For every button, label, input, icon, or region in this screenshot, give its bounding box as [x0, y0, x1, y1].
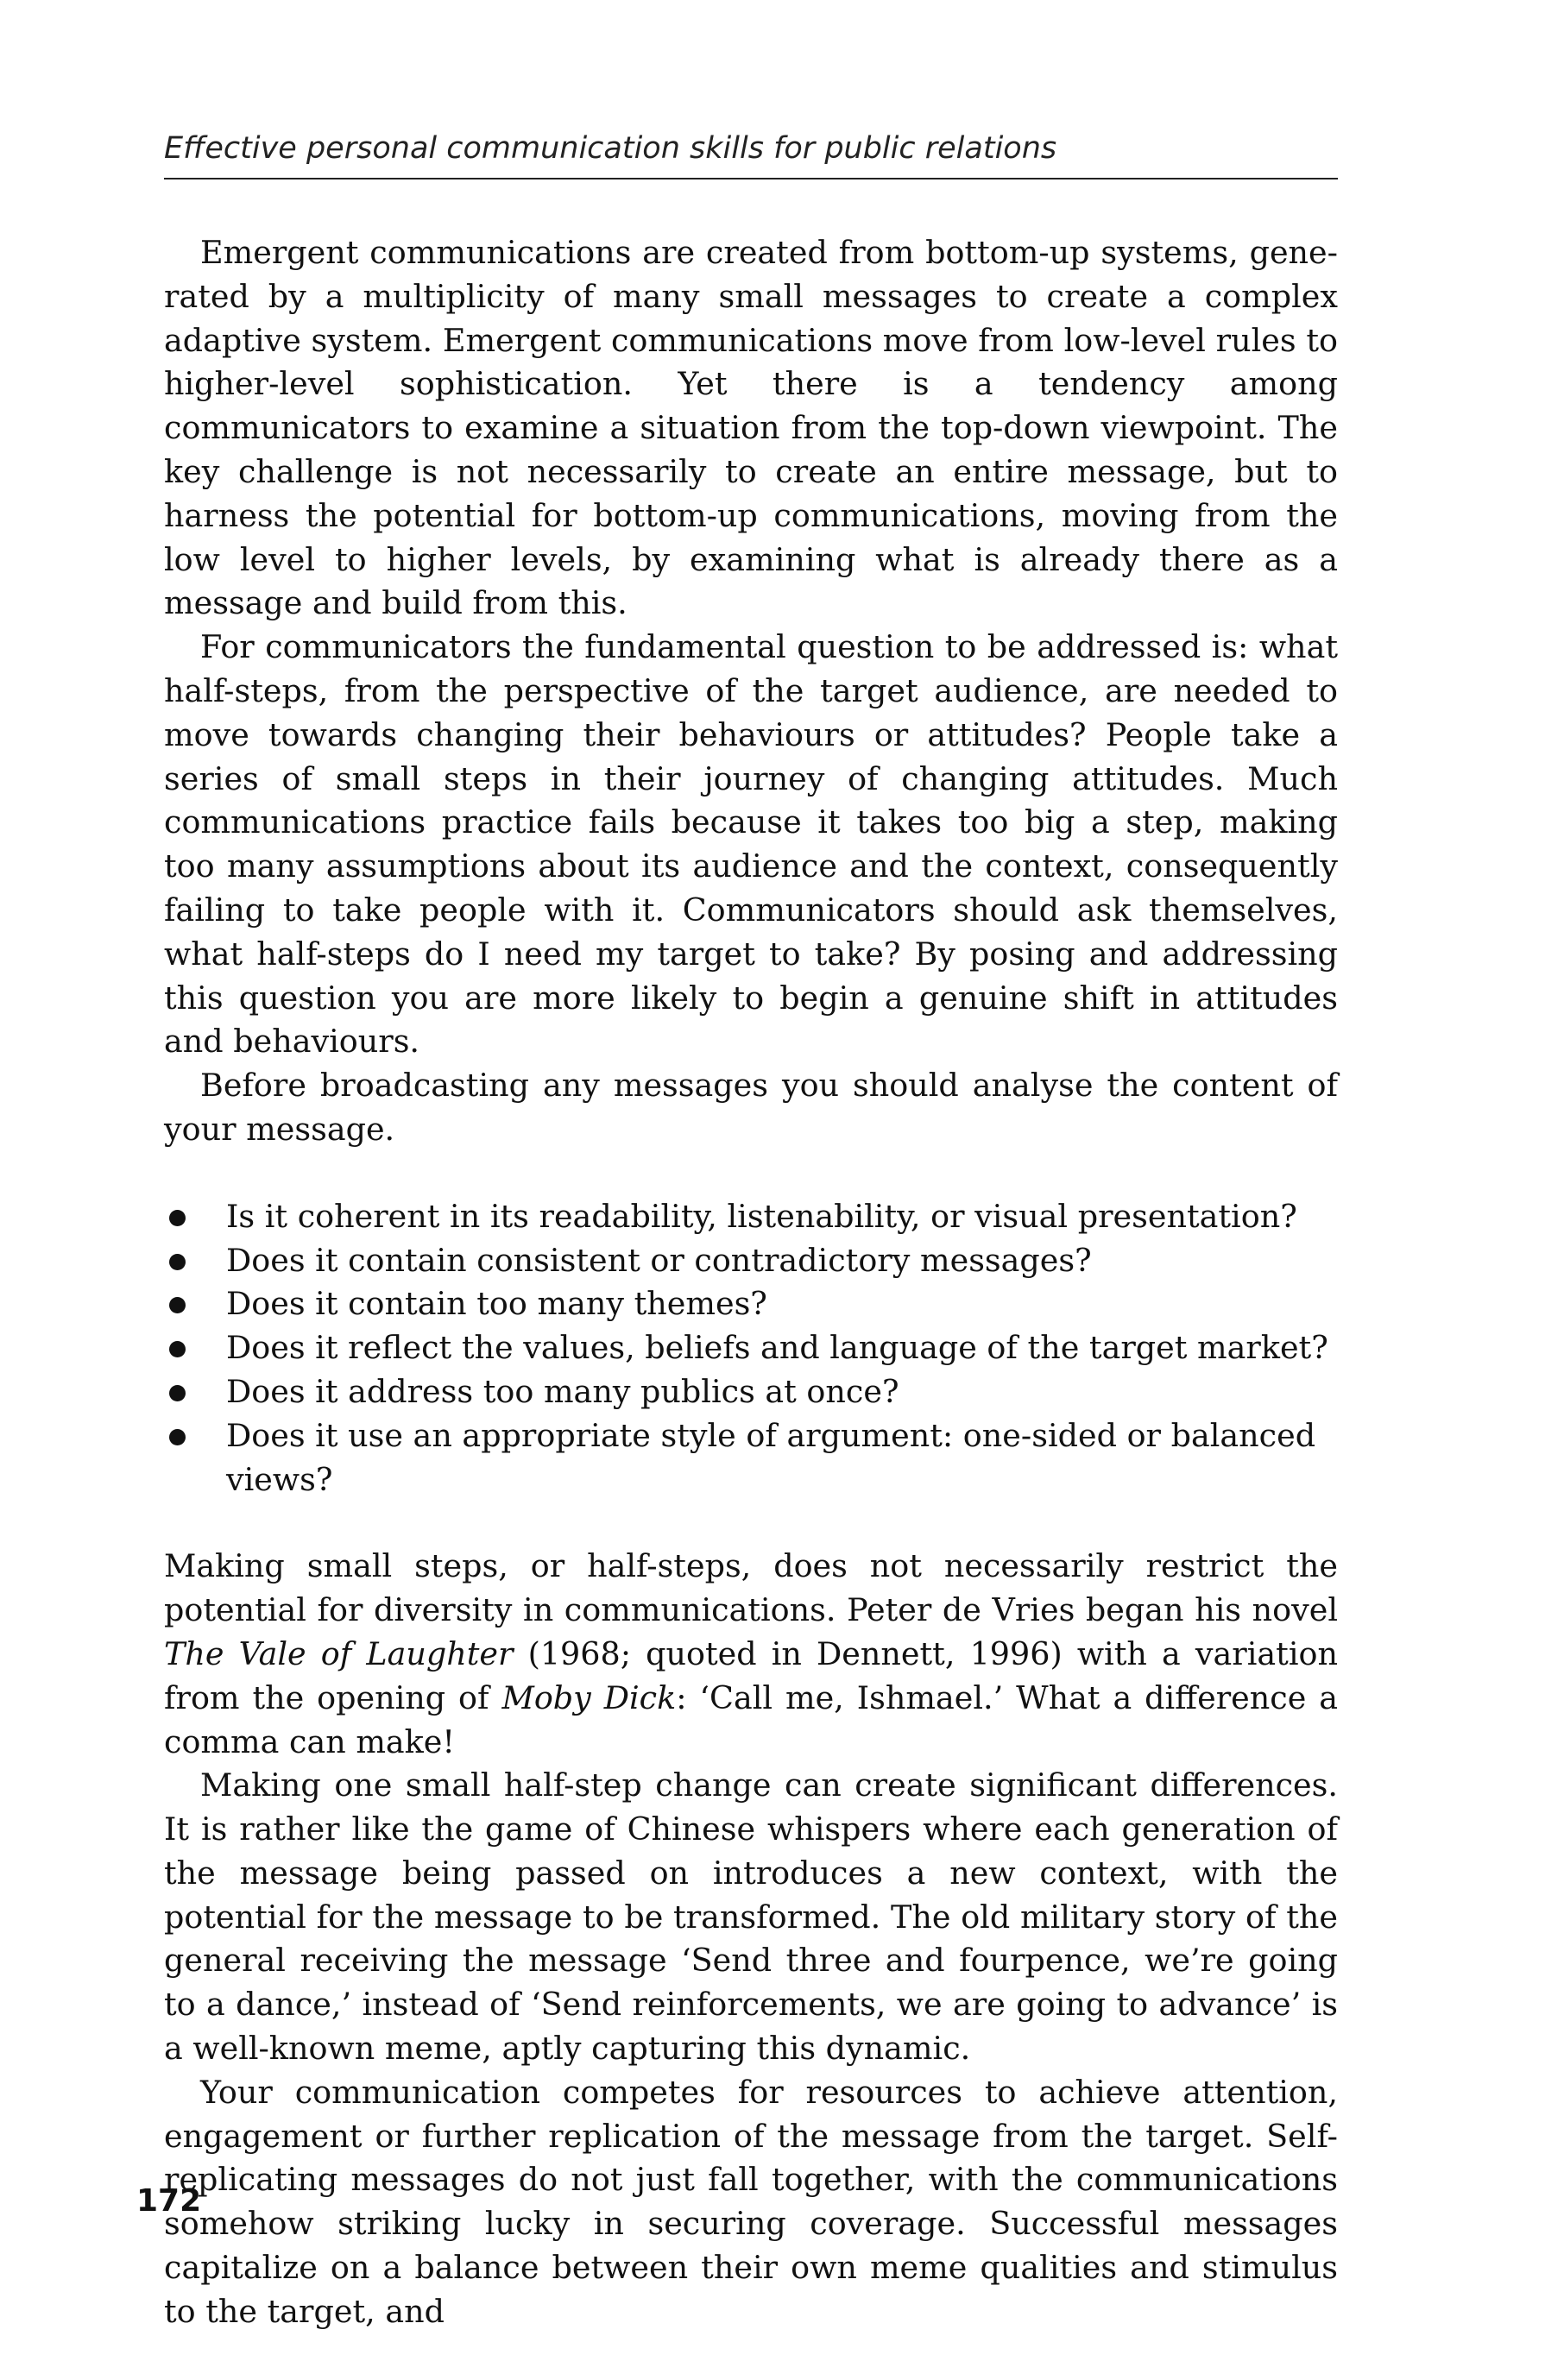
paragraph-text: Making small steps, or half-steps, does not necessarily restrict the potential for diversity in communications. Peter de Vries began his novel — [164, 1547, 1338, 1629]
paragraph-small-steps — [164, 1545, 1338, 1764]
list-item — [164, 1370, 1338, 1414]
paragraph-text: : ‘Call me, Ishmael.’ What a difference a comma can make! — [164, 1678, 1338, 1760]
paragraph-chinese-whispers: Making one small half-step change can create significant differences. It is rather like the game of Chinese whispers where each generation of the message being passed on introduces a new context, with the potential for the message to be transformed. The old military story of the general receiving the message ‘Send three and fourpence, we’re going to a dance,’ instead of ‘Send reinforcements, we are going to advance’ is a well-known meme, aptly capturing this dynamic. — [164, 1766, 1338, 2068]
running-header: Effective personal communication skills for public relations — [164, 129, 1338, 179]
bullet-icon — [169, 1297, 186, 1313]
paragraph-competes-for-resources: Your communication competes for resources to achieve attention, engagement or further replication of the message from the target. Self-replicating messages do not just fall together, with the communications somehow striking lucky in securing coverage. Successful messages capitalize on a balance between their own meme qualities and stimulus to the target, and — [164, 2073, 1338, 2330]
paragraph-text: (1968; quoted in Dennett, 1996) with a variation from the opening of — [164, 1634, 1338, 1716]
body-text — [164, 231, 1338, 2334]
content-checklist — [164, 1195, 1338, 1502]
list-item — [164, 1414, 1338, 1502]
paragraph-before-broadcasting: Before broadcasting any messages you should analyse the content of your message. — [164, 1067, 1338, 1148]
list-item-text: Does it address too many publics at once? — [226, 1372, 899, 1410]
list-item-text: Does it use an appropriate style of argument: one-sided or balanced views? — [226, 1416, 1316, 1498]
paragraph-emergent: Emergent communications are created from bottom-up systems, generated by a multiplicity of many small messages to create a complex adaptive system. Emergent communications move from low-level rules to higher-level sophistication. Yet there is a tendency among communicators to examine a situation from the top-down viewpoint. The key challenge is not necessarily to create an entire message, but to harness the potential for bottom-up communications, moving from the low level to higher levels, by examining what is already there as a message and build from this. — [164, 234, 1338, 622]
list-item — [164, 1282, 1338, 1326]
book-title-vale-of-laughter: The Vale of Laughter — [164, 1634, 514, 1672]
list-item — [164, 1239, 1338, 1283]
list-item — [164, 1326, 1338, 1370]
page-number: 172 — [136, 2183, 202, 2219]
list-item-text: Does it contain too many themes? — [226, 1285, 767, 1323]
bullet-icon — [169, 1385, 186, 1401]
paragraph-half-steps: For communicators the fundamental question to be addressed is: what half-steps, from the perspective of the target audience, are needed to move towards changing their behaviours or attitudes? People take a series of small steps in their journey of changing attitudes. Much communications practice fails because it takes too big a step, making too many assumptions about its audience and the context, consequently failing to take people with it. Communicators should ask themselves, what half-steps do I need my target to take? By posing and addressing this question you are more likely to begin a genuine shift in attitudes and behaviours. — [164, 628, 1338, 1061]
list-item-text: Is it coherent in its readability, listenability, or visual presentation? — [226, 1197, 1297, 1235]
bullet-icon — [169, 1254, 186, 1270]
list-item — [164, 1195, 1338, 1239]
list-item-text: Does it contain consistent or contradictory messages? — [226, 1241, 1092, 1279]
bullet-icon — [169, 1210, 186, 1226]
book-title-moby-dick: Moby Dick — [501, 1678, 677, 1716]
book-page — [164, 129, 1338, 2334]
bullet-icon — [169, 1341, 186, 1357]
list-item-text: Does it reflect the values, beliefs and language of the target market? — [226, 1329, 1328, 1367]
bullet-icon — [169, 1429, 186, 1445]
